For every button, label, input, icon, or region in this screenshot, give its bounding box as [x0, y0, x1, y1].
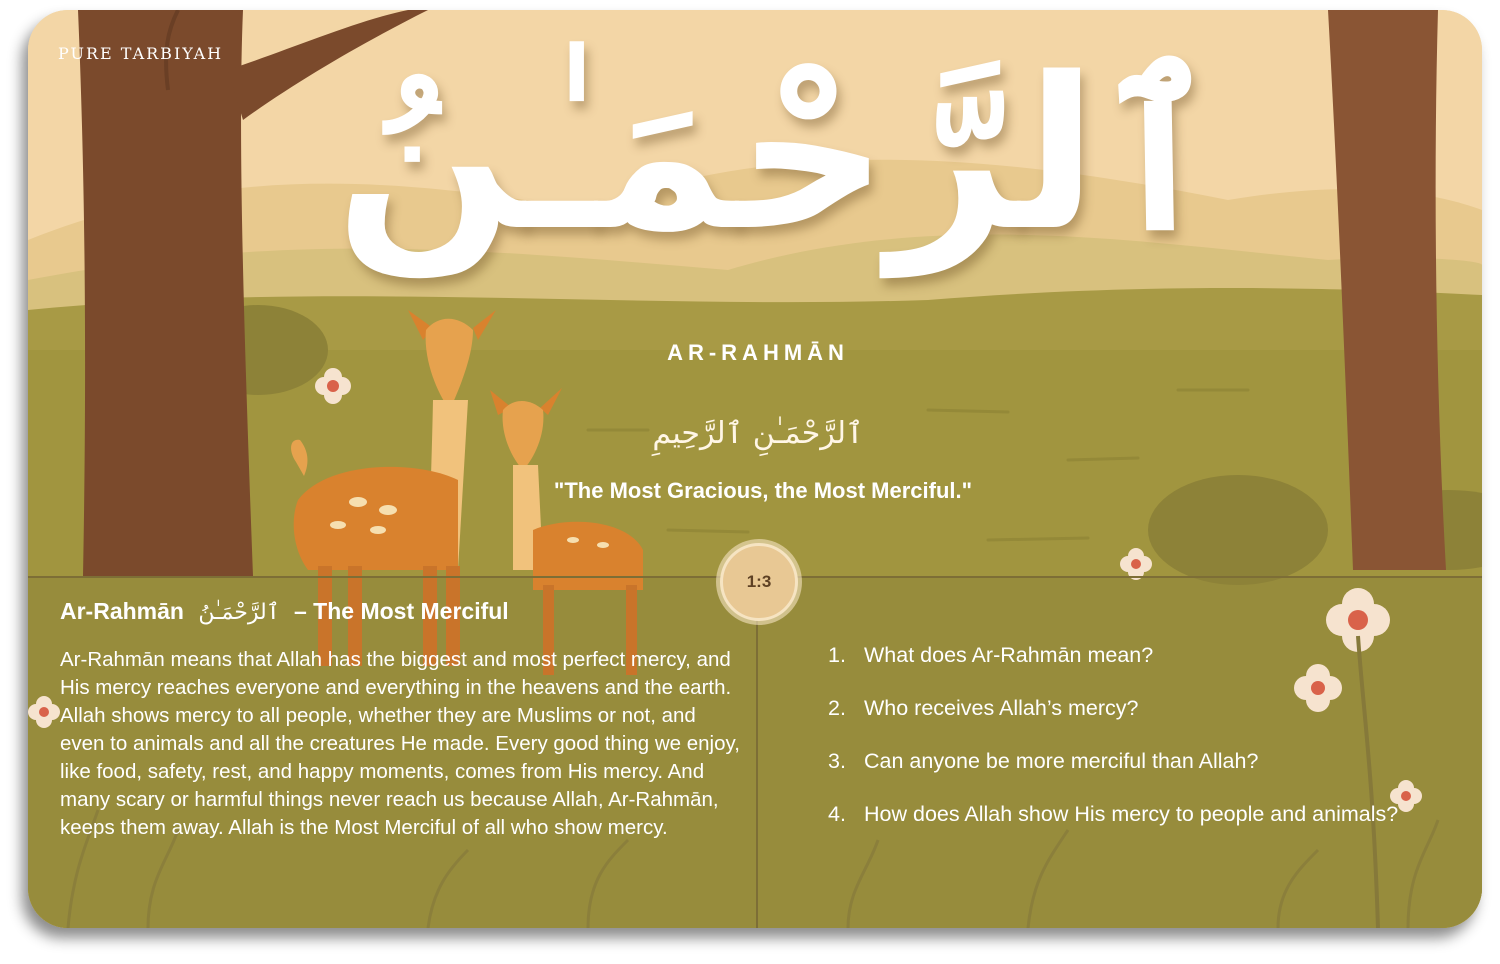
question-number: 1. [828, 643, 846, 667]
name-card [28, 10, 1482, 928]
question-number: 2. [828, 696, 846, 720]
question-item [828, 642, 1428, 669]
question-item [828, 801, 1428, 828]
divine-name-arabic: ٱلرَّحْمَـٰنُ [335, 32, 1221, 277]
question-list [828, 642, 1428, 854]
left-tree-trunk [78, 10, 253, 576]
question-text: Who receives Allah’s mercy? [864, 696, 1139, 720]
section-title-latin: Ar-Rahmān [60, 598, 184, 624]
question-text: What does Ar-Rahmān mean? [864, 643, 1154, 667]
question-number: 4. [828, 802, 846, 826]
verse-reference-badge [720, 543, 798, 621]
description-text: Ar-Rahmān means that Allah has the biggest and most perfect mercy, and His mercy reaches everyone and everything in the heavens and the earth. Allah shows mercy to all people, whether they are Muslims or not, and even to animals and all the creatures He made. Every good thing we enjoy, like food, safety, rest, and happy moments, comes from His mercy. And many scary or harmful things never reach us because Allah, Ar-Rahmān, keeps them away. Allah is the Most Merciful of all who show mercy. [60, 648, 740, 839]
question-text: How does Allah show His mercy to people and animals? [864, 802, 1399, 826]
verse-reference: 1:3 [746, 572, 772, 591]
question-item [828, 695, 1428, 722]
section-title-suffix: – The Most Merciful [294, 598, 509, 624]
divine-name-transliteration: AR-RAHMĀN [667, 340, 849, 365]
section-title-arabic: ٱلرَّحْمَـٰنُ [198, 600, 280, 625]
verse-arabic: ٱلرَّحْمَـٰنِ ٱلرَّحِيمِ [652, 416, 864, 451]
panel-divider-vertical [756, 610, 758, 928]
question-item [828, 748, 1428, 775]
section-title [60, 598, 509, 625]
question-text: Can anyone be more merciful than Allah? [864, 749, 1259, 773]
question-number: 3. [828, 749, 846, 773]
brand-logo: PURE TARBIYAH [58, 44, 224, 63]
bush-right [1148, 475, 1328, 585]
verse-translation: "The Most Gracious, the Most Merciful." [553, 478, 973, 503]
